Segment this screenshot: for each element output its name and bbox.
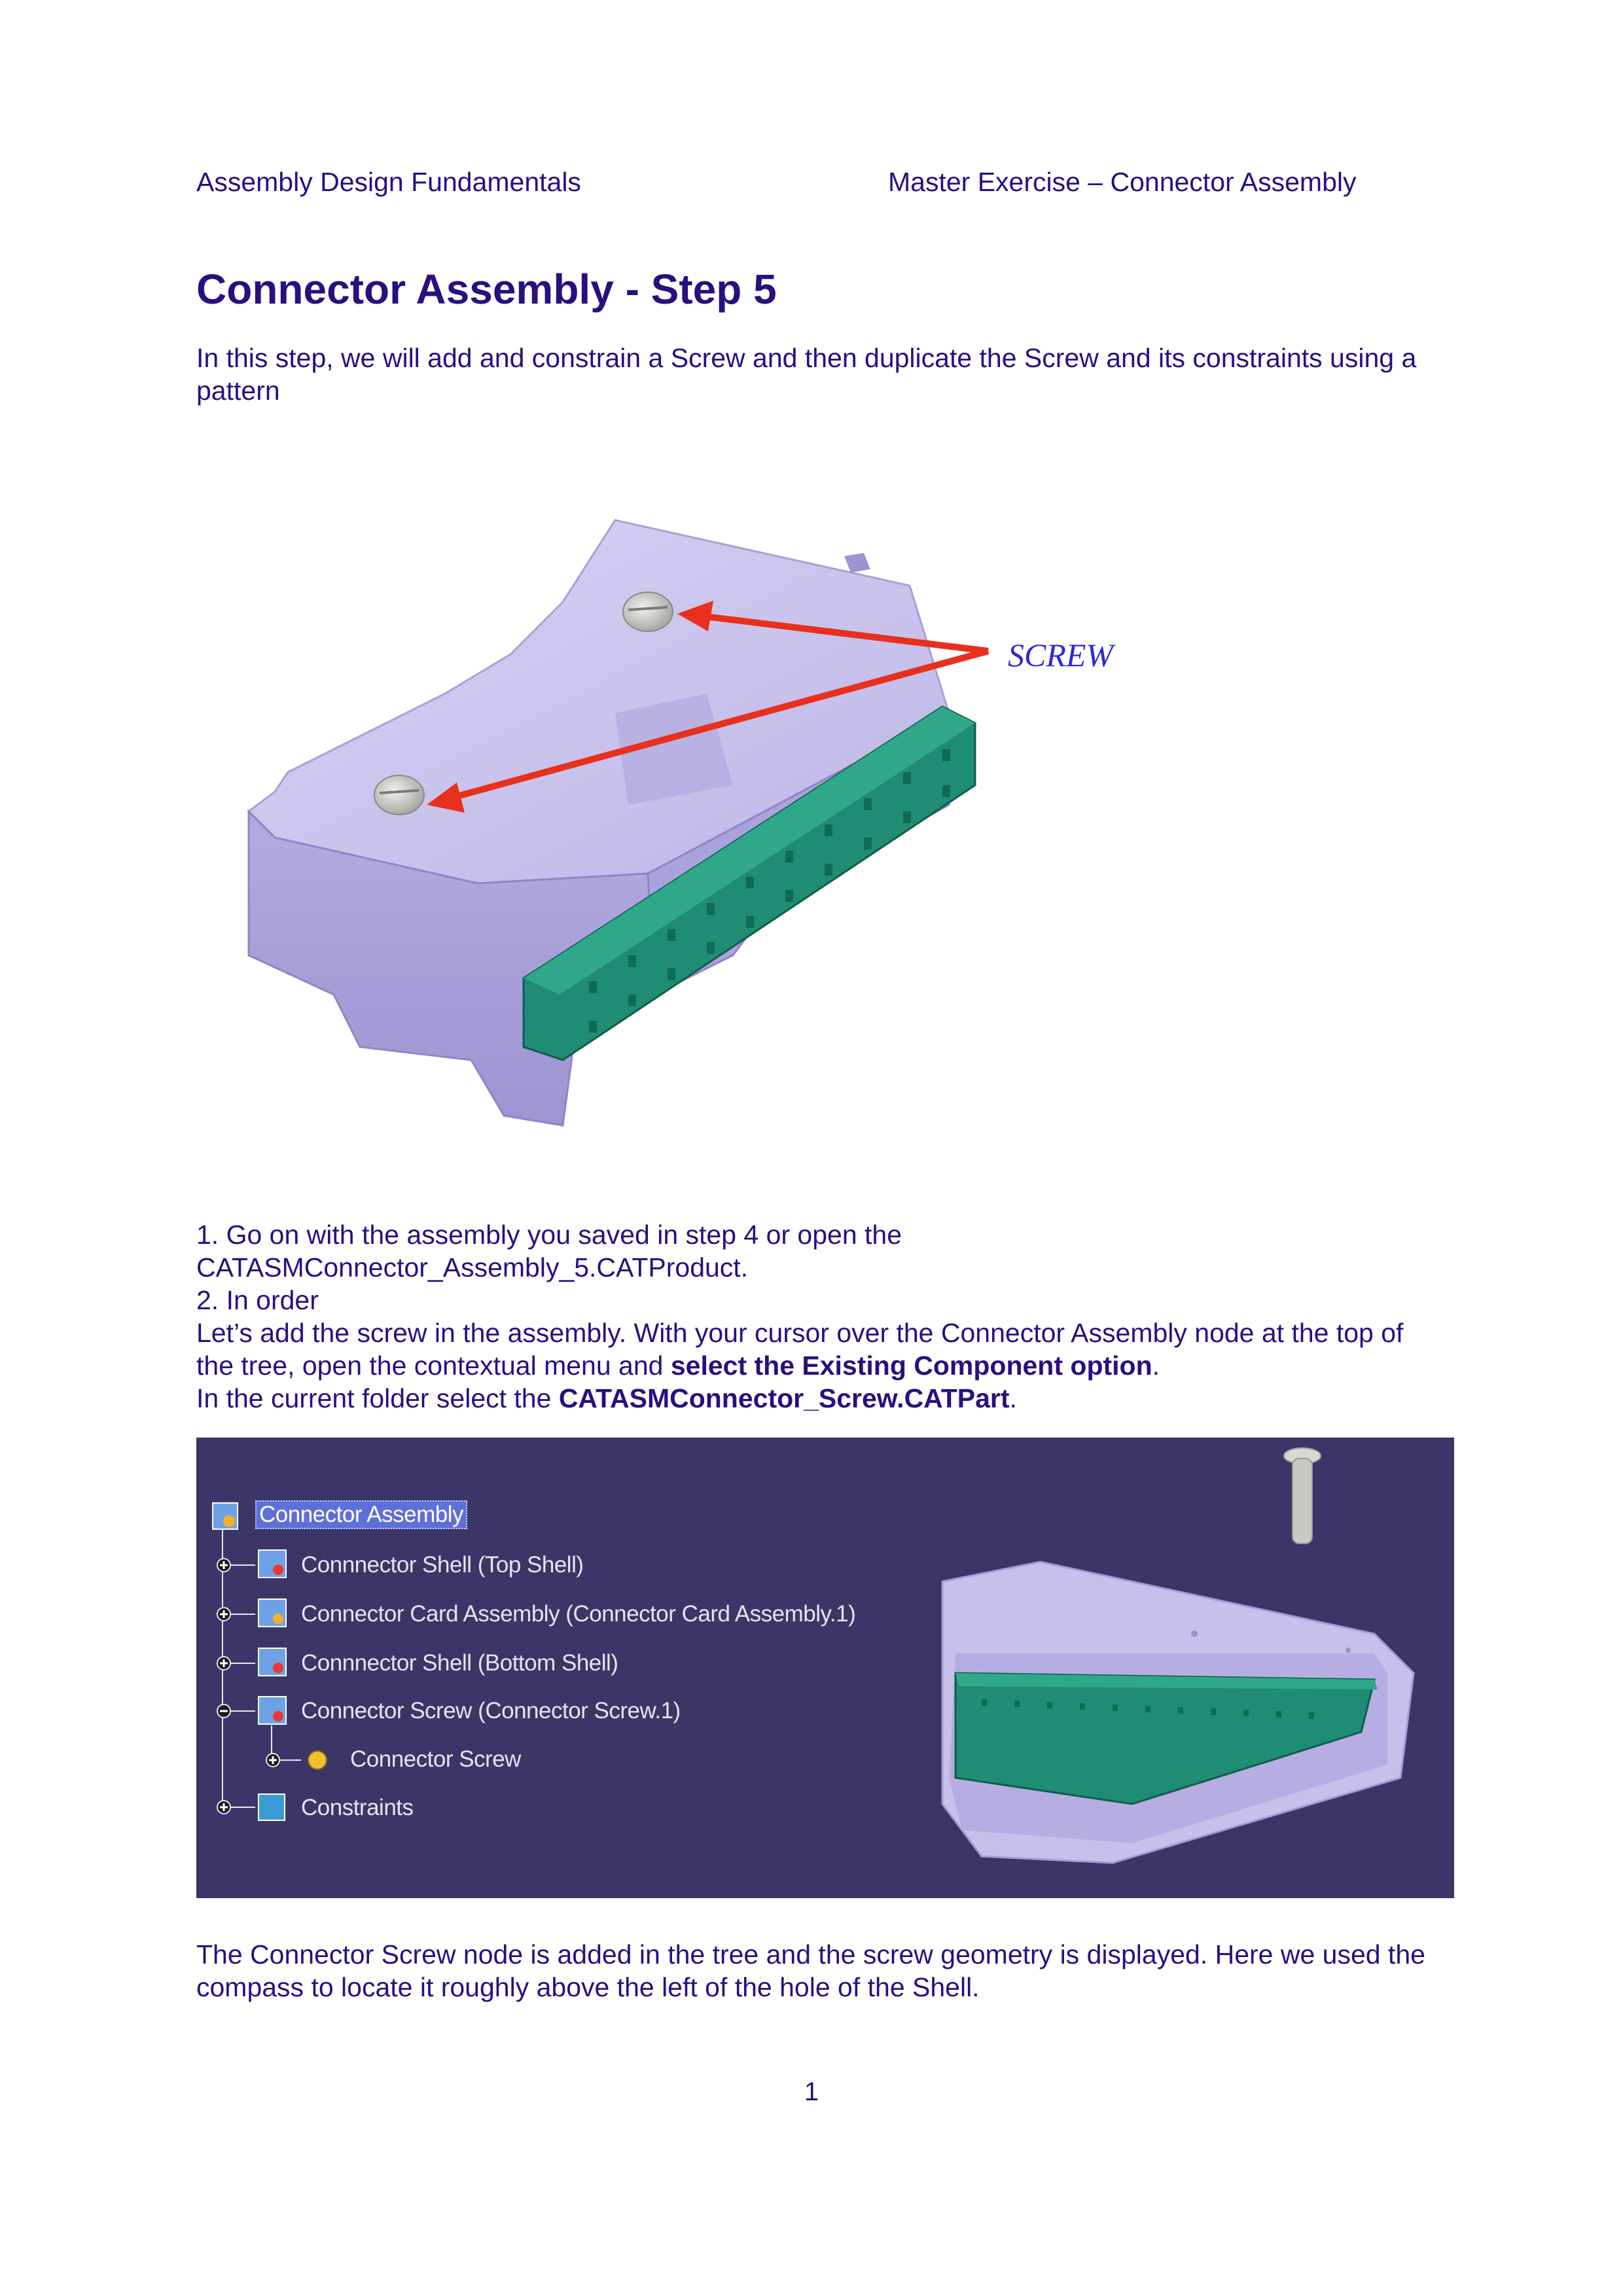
- tree-item-bottom-shell[interactable]: Connnector Shell (Bottom Shell): [301, 1650, 618, 1676]
- connector-render-figure: [196, 497, 1178, 1152]
- step-1-line-2: CATASMConnector_Assembly_5.CATProduct.: [196, 1252, 749, 1282]
- screw-model: [1284, 1448, 1321, 1544]
- step-2-line: 2. In order: [196, 1285, 319, 1315]
- screw-head-bottom: [374, 775, 424, 815]
- intro-paragraph: In this step, we will add and constrain a Screw and then duplicate the Screw and its constraints using a pattern: [196, 343, 1417, 406]
- product-icon: [213, 1503, 238, 1529]
- tree-item-top-shell[interactable]: Connnector Shell (Top Shell): [301, 1552, 584, 1578]
- existing-component-option: select the Existing Component option: [670, 1351, 1152, 1381]
- header-left: Assembly Design Fundamentals: [196, 167, 581, 197]
- connector-model: [942, 1562, 1414, 1863]
- screw-callout-label: SCREW: [1008, 637, 1114, 673]
- header-right: Master Exercise – Connector Assembly: [888, 167, 1357, 197]
- step-2-detail-cont: the tree, open the contextual menu and select the Existing Component option.: [196, 1351, 1160, 1381]
- tree-item-constraints[interactable]: Constraints: [301, 1795, 414, 1820]
- step-2-folder-line: In the current folder select the CATASMConnector_Screw.CATPart.: [196, 1383, 1017, 1413]
- tree-root-connector-assembly[interactable]: Connector Assembly: [255, 1500, 467, 1529]
- catia-screenshot-panel: [196, 1438, 1454, 1898]
- page-number: 1: [804, 2077, 819, 2106]
- viewport-3d: [916, 1438, 1454, 1898]
- instructions: [196, 1218, 1479, 1415]
- tree-item-card-assembly[interactable]: Connector Card Assembly (Connector Card Assembly.1): [301, 1601, 856, 1627]
- page-title: Connector Assembly - Step 5: [196, 266, 777, 313]
- step-1-line-1: 1. Go on with the assembly you saved in step 4 or open the: [196, 1220, 902, 1250]
- closing-paragraph: The Connector Screw node is added in the tree and the screw geometry is displayed. Here we used the compass to locate it roughly above the left of the hole of the Shell.: [196, 1939, 1425, 2002]
- tree-item-connector-screw-part[interactable]: Connector Screw: [350, 1746, 521, 1772]
- step-2-detail: Let’s add the screw in the assembly. With your cursor over the Connector Assembly node at the top of: [196, 1318, 1404, 1348]
- screw-part-filename: CATASMConnector_Screw.CATPart: [558, 1383, 1010, 1413]
- screw-head-top: [623, 592, 673, 631]
- tree-item-connector-screw-instance[interactable]: Connector Screw (Connector Screw.1): [301, 1698, 681, 1723]
